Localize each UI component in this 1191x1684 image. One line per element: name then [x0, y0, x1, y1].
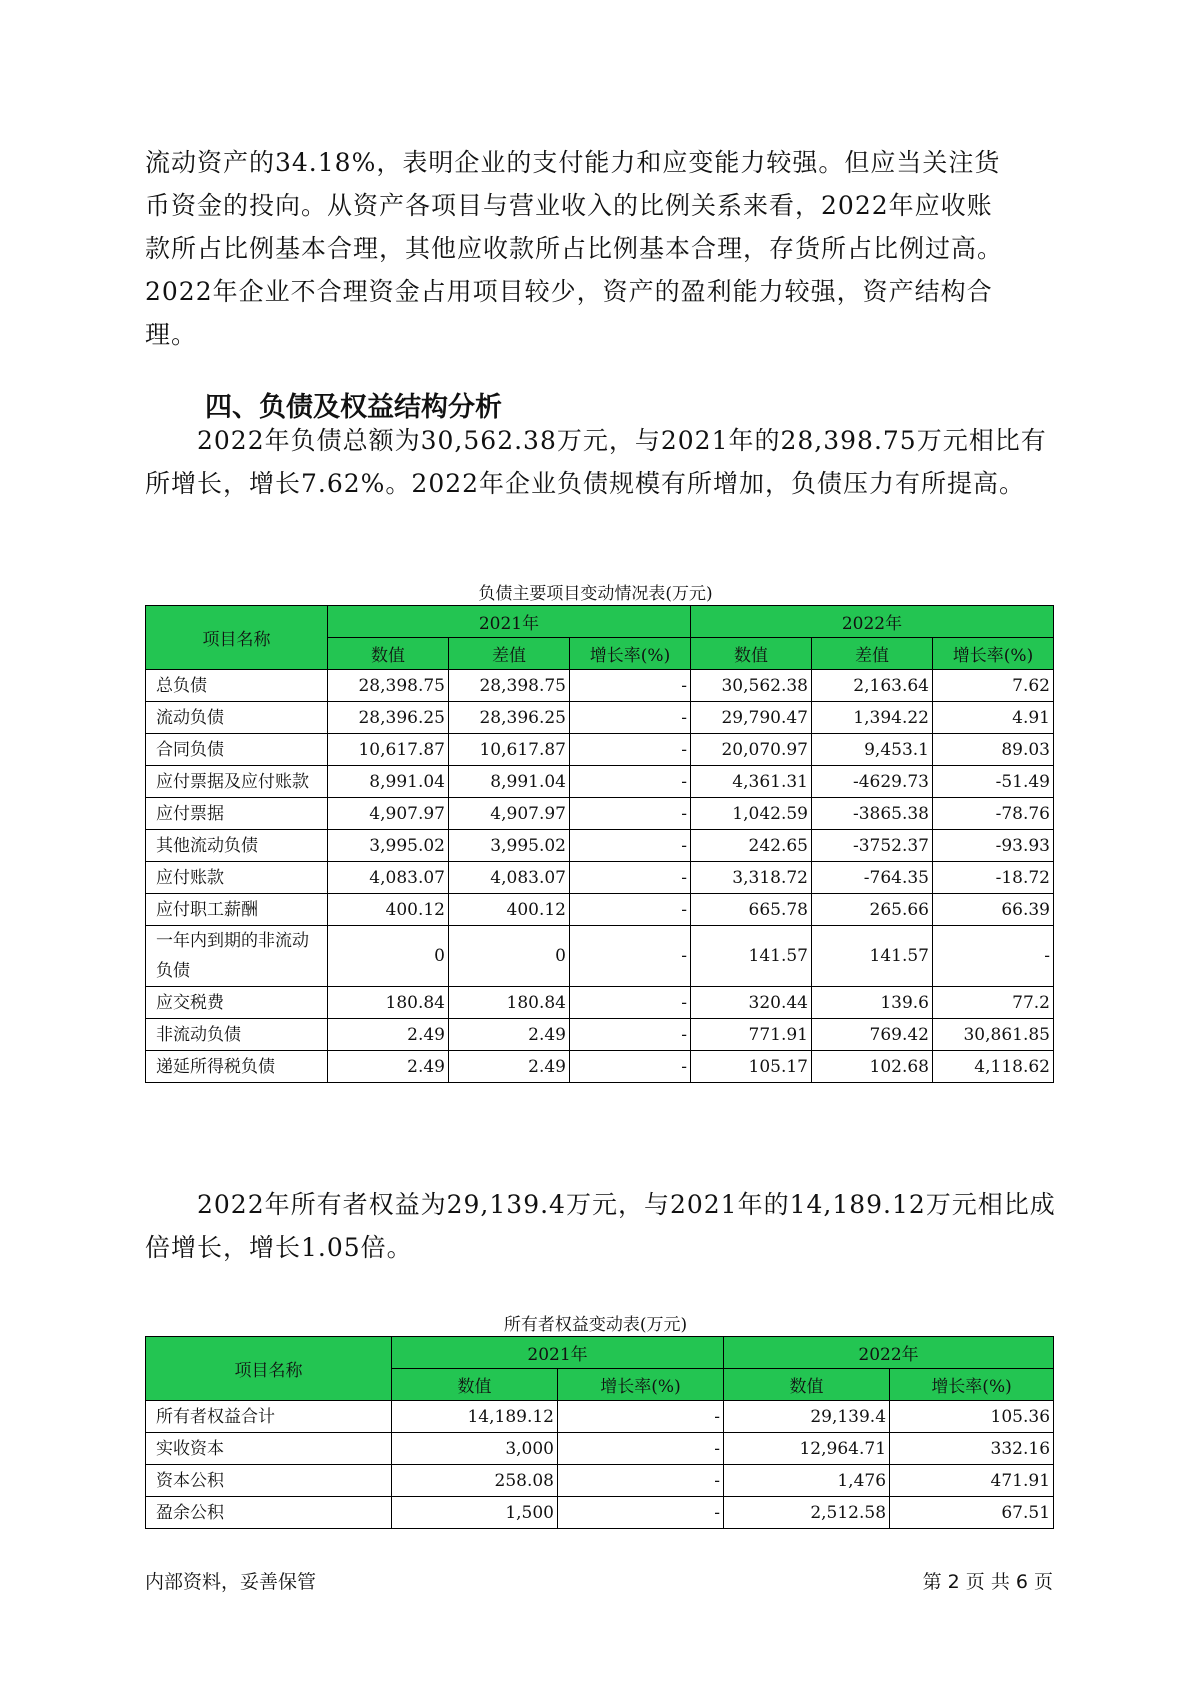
header-value: 数值	[392, 1369, 558, 1401]
cell-v2: 29,790.47	[691, 702, 812, 734]
cell-r1: -	[558, 1433, 724, 1465]
cell-d1: 0	[449, 926, 570, 987]
text-line: 倍增长，增长1.05倍。	[145, 1233, 413, 1262]
row-label: 盈余公积	[146, 1497, 392, 1529]
text-line: 款所占比例基本合理，其他应收款所占比例基本合理，存货所占比例过高。	[145, 234, 1004, 263]
text-line: 2022年负债总额为30,562.38万元，与2021年的28,398.75万元相比有	[197, 426, 1047, 455]
header-rate: 增长率(%)	[933, 638, 1054, 670]
cell-v2: 1,042.59	[691, 798, 812, 830]
header-rate: 增长率(%)	[558, 1369, 724, 1401]
cell-v1: 400.12	[328, 894, 449, 926]
cell-v2: 12,964.71	[724, 1433, 890, 1465]
cell-d1: 10,617.87	[449, 734, 570, 766]
cell-v1: 258.08	[392, 1465, 558, 1497]
cell-d2: -764.35	[812, 862, 933, 894]
cell-r1: -	[570, 1019, 691, 1051]
table-row	[146, 862, 1054, 894]
cell-v1: 0	[328, 926, 449, 987]
table-row	[146, 1401, 1054, 1433]
text-line: 所增长，增长7.62%。2022年企业负债规模有所增加，负债压力有所提高。	[145, 469, 1026, 498]
table-row	[146, 1051, 1054, 1083]
cell-r2: 30,861.85	[933, 1019, 1054, 1051]
cell-r1: -	[570, 734, 691, 766]
cell-d1: 400.12	[449, 894, 570, 926]
cell-d2: 141.57	[812, 926, 933, 987]
row-label: 总负债	[146, 670, 328, 702]
cell-d1: 180.84	[449, 987, 570, 1019]
cell-d2: 265.66	[812, 894, 933, 926]
cell-r2: 89.03	[933, 734, 1054, 766]
cell-r1: -	[570, 1051, 691, 1083]
row-label: 实收资本	[146, 1433, 392, 1465]
row-label: 一年内到期的非流动负债	[146, 926, 328, 987]
cell-r2: 332.16	[890, 1433, 1054, 1465]
cell-r2: -	[933, 926, 1054, 987]
equity-table-caption: 所有者权益变动表(万元)	[503, 1315, 688, 1335]
row-label: 应付账款	[146, 862, 328, 894]
cell-v1: 3,995.02	[328, 830, 449, 862]
row-label: 非流动负债	[146, 1019, 328, 1051]
header-value: 数值	[328, 638, 449, 670]
row-label: 资本公积	[146, 1465, 392, 1497]
header-year-2022: 2022年	[724, 1337, 1054, 1369]
row-label: 应付票据	[146, 798, 328, 830]
cell-d1: 8,991.04	[449, 766, 570, 798]
table-row	[146, 798, 1054, 830]
cell-v2: 1,476	[724, 1465, 890, 1497]
header-diff: 差值	[449, 638, 570, 670]
cell-v2: 771.91	[691, 1019, 812, 1051]
cell-r1: -	[558, 1465, 724, 1497]
cell-r1: -	[570, 926, 691, 987]
intro-paragraph	[145, 141, 1045, 356]
cell-r1: -	[570, 670, 691, 702]
table-row	[146, 830, 1054, 862]
cell-r2: 67.51	[890, 1497, 1054, 1529]
table-row	[146, 1433, 1054, 1465]
cell-d2: 102.68	[812, 1051, 933, 1083]
cell-d1: 28,396.25	[449, 702, 570, 734]
text-line: 流动资产的34.18%，表明企业的支付能力和应变能力较强。但应当关注货	[145, 148, 1001, 177]
footer-page-number: 第 2 页 共 6 页	[922, 1571, 1053, 1593]
cell-v2: 320.44	[691, 987, 812, 1019]
cell-r2: 4,118.62	[933, 1051, 1054, 1083]
row-label: 应交税费	[146, 987, 328, 1019]
row-label: 所有者权益合计	[146, 1401, 392, 1433]
cell-v2: 29,139.4	[724, 1401, 890, 1433]
cell-d1: 4,907.97	[449, 798, 570, 830]
cell-v1: 3,000	[392, 1433, 558, 1465]
cell-d1: 2.49	[449, 1019, 570, 1051]
cell-r2: 105.36	[890, 1401, 1054, 1433]
cell-r2: -93.93	[933, 830, 1054, 862]
cell-r1: -	[570, 766, 691, 798]
header-value: 数值	[691, 638, 812, 670]
text-line: 币资金的投向。从资产各项目与营业收入的比例关系来看，2022年应收账	[145, 191, 993, 220]
row-label: 其他流动负债	[146, 830, 328, 862]
table-row	[146, 894, 1054, 926]
cell-d2: -3865.38	[812, 798, 933, 830]
cell-v1: 28,398.75	[328, 670, 449, 702]
cell-r1: -	[570, 894, 691, 926]
cell-r1: -	[570, 987, 691, 1019]
cell-v1: 180.84	[328, 987, 449, 1019]
cell-d1: 2.49	[449, 1051, 570, 1083]
cell-d1: 4,083.07	[449, 862, 570, 894]
table-row	[146, 766, 1054, 798]
cell-v1: 10,617.87	[328, 734, 449, 766]
cell-v2: 30,562.38	[691, 670, 812, 702]
footer-confidential: 内部资料，妥善保管	[145, 1571, 317, 1593]
cell-r1: -	[570, 798, 691, 830]
cell-d2: -4629.73	[812, 766, 933, 798]
table-row	[146, 702, 1054, 734]
text-line: 理。	[145, 320, 198, 349]
table-row	[146, 1465, 1054, 1497]
header-item-name: 项目名称	[146, 606, 328, 670]
cell-r1: -	[558, 1401, 724, 1433]
header-value: 数值	[724, 1369, 890, 1401]
cell-v2: 242.65	[691, 830, 812, 862]
cell-v2: 105.17	[691, 1051, 812, 1083]
equity-table	[145, 1336, 1054, 1529]
row-label: 应付票据及应付账款	[146, 766, 328, 798]
cell-d1: 3,995.02	[449, 830, 570, 862]
cell-d2: 139.6	[812, 987, 933, 1019]
liability-paragraph	[145, 419, 1045, 505]
cell-v1: 1,500	[392, 1497, 558, 1529]
cell-v2: 141.57	[691, 926, 812, 987]
header-year-2021: 2021年	[392, 1337, 724, 1369]
cell-r2: 77.2	[933, 987, 1054, 1019]
cell-r1: -	[570, 862, 691, 894]
row-label: 流动负债	[146, 702, 328, 734]
cell-v1: 28,396.25	[328, 702, 449, 734]
equity-paragraph	[145, 1183, 1056, 1269]
cell-r2: 7.62	[933, 670, 1054, 702]
cell-v2: 4,361.31	[691, 766, 812, 798]
cell-v1: 2.49	[328, 1019, 449, 1051]
header-item-name: 项目名称	[146, 1337, 392, 1401]
header-year-2021: 2021年	[328, 606, 691, 638]
table-row	[146, 1497, 1054, 1529]
text-line: 2022年企业不合理资金占用项目较少，资产的盈利能力较强，资产结构合	[145, 277, 993, 306]
cell-r2: 4.91	[933, 702, 1054, 734]
table-row	[146, 987, 1054, 1019]
cell-d2: 9,453.1	[812, 734, 933, 766]
cell-v2: 20,070.97	[691, 734, 812, 766]
cell-v1: 2.49	[328, 1051, 449, 1083]
cell-v2: 2,512.58	[724, 1497, 890, 1529]
header-year-2022: 2022年	[691, 606, 1054, 638]
cell-d2: 769.42	[812, 1019, 933, 1051]
cell-r1: -	[558, 1497, 724, 1529]
cell-r2: -51.49	[933, 766, 1054, 798]
header-diff: 差值	[812, 638, 933, 670]
table-row	[146, 926, 1054, 987]
cell-v1: 14,189.12	[392, 1401, 558, 1433]
cell-v1: 4,907.97	[328, 798, 449, 830]
cell-r2: 471.91	[890, 1465, 1054, 1497]
section-title: 四、负债及权益结构分析	[205, 392, 502, 423]
liability-table-caption: 负债主要项目变动情况表(万元)	[478, 584, 713, 604]
cell-v1: 8,991.04	[328, 766, 449, 798]
cell-d2: 2,163.64	[812, 670, 933, 702]
cell-v2: 3,318.72	[691, 862, 812, 894]
header-rate: 增长率(%)	[890, 1369, 1054, 1401]
cell-d1: 28,398.75	[449, 670, 570, 702]
cell-v2: 665.78	[691, 894, 812, 926]
cell-r1: -	[570, 702, 691, 734]
table-row	[146, 1019, 1054, 1051]
cell-v1: 4,083.07	[328, 862, 449, 894]
cell-d2: 1,394.22	[812, 702, 933, 734]
liability-table	[145, 605, 1054, 1083]
cell-r2: 66.39	[933, 894, 1054, 926]
cell-r2: -78.76	[933, 798, 1054, 830]
text-line: 2022年所有者权益为29,139.4万元，与2021年的14,189.12万元相比成	[197, 1190, 1056, 1219]
table-row	[146, 734, 1054, 766]
cell-d2: -3752.37	[812, 830, 933, 862]
row-label: 递延所得税负债	[146, 1051, 328, 1083]
cell-r1: -	[570, 830, 691, 862]
header-rate: 增长率(%)	[570, 638, 691, 670]
row-label: 合同负债	[146, 734, 328, 766]
row-label: 应付职工薪酬	[146, 894, 328, 926]
cell-r2: -18.72	[933, 862, 1054, 894]
table-row	[146, 670, 1054, 702]
